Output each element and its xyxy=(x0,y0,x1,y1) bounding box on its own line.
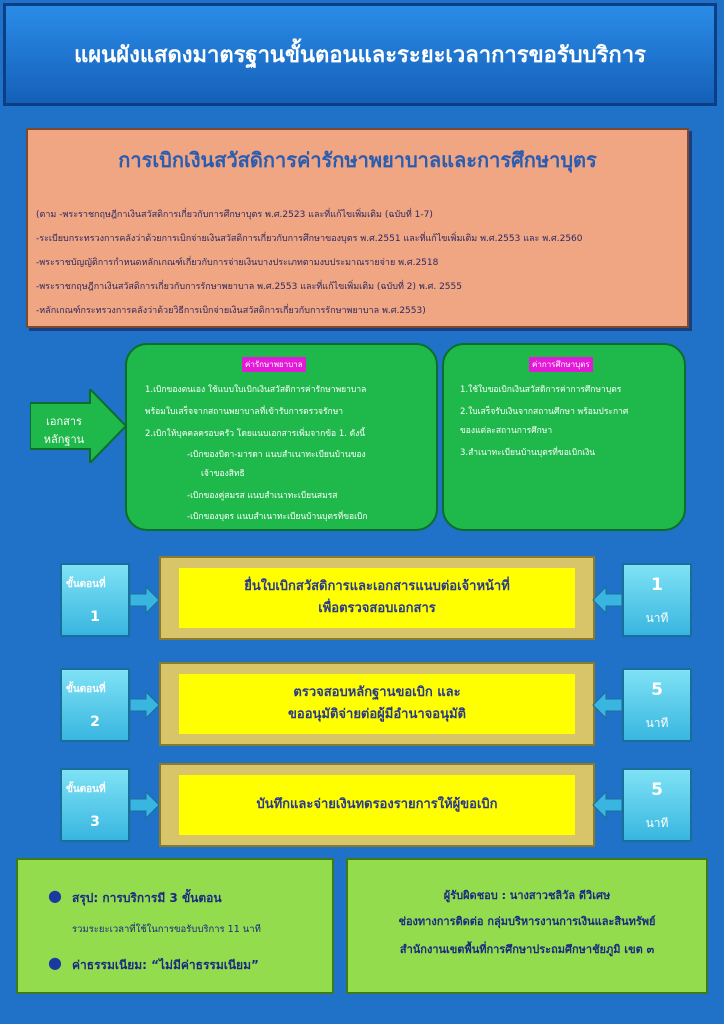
reference-item: -พระราชบัญญัติการกำหนดหลักเกณฑ์เกี่ยวกับการจ่ายเงินบางประเภทตามงบประมาณรายจ่าย พ.ศ.2518 xyxy=(36,258,439,268)
step-label-text: ขั้นตอนที่ xyxy=(66,684,106,695)
reference-item: -หลักเกณฑ์กระทรวงการคลังว่าด้วยวิธีการเบิกจ่ายเงินสวัสดิการเกี่ยวกับการรักษาพยาบาล พ.ศ.2553) xyxy=(36,306,426,316)
step-1-label xyxy=(60,563,130,637)
step-number: 1 xyxy=(90,609,100,625)
contact-office: สำนักงานเขตพื้นที่การศึกษาประถมศึกษาชัยภูมิ เขต ๓ xyxy=(399,943,655,956)
summary-panel xyxy=(16,858,334,994)
medical-line: 2.เบิกให้บุคคลครอบครัว โดยแนบเอกสารเพิ่มจากข้อ 1. ดังนี้ xyxy=(145,429,366,439)
medical-line: เจ้าของสิทธิ xyxy=(201,469,245,479)
documents-arrow-label xyxy=(34,413,94,449)
reference-item: (ตาม -พระราชกฤษฎีกาเงินสวัสดิการเกี่ยวกับการศึกษาบุตร พ.ศ.2523 และที่แก้ไขเพิ่มเติม (ฉบับที่ 1-7) xyxy=(36,210,433,220)
step-number: 3 xyxy=(90,814,100,830)
arrow-right-icon xyxy=(130,690,160,720)
step-label-text: ขั้นตอนที่ xyxy=(66,579,106,590)
reference-item: -พระราชกฤษฎีกาเงินสวัสดิการเกี่ยวกับการรักษาพยาบาล พ.ศ.2553 และที่แก้ไขเพิ่มเติม (ฉบับที่ 2) พ.ศ. 2555 xyxy=(36,282,462,292)
education-title-badge: ค่าการศึกษาบุตร xyxy=(529,357,593,372)
medical-documents-box xyxy=(125,343,438,531)
step-text: ขออนุมัติจ่ายต่อผู้มีอำนาจอนุมัติ xyxy=(288,707,466,722)
step-1-time xyxy=(622,563,692,637)
time-value: 5 xyxy=(651,780,663,800)
bullet-icon: ● xyxy=(48,953,62,972)
step-3-label xyxy=(60,768,130,842)
reference-item: -ระเบียบกระทรวงการคลังว่าด้วยการเบิกจ่ายเงินสวัสดิการเกี่ยวกับการศึกษาของบุตร พ.ศ.2551 และที่แก้ไขเพิ่มเติม พ.ศ.2553 และ พ.ศ.2560 xyxy=(36,234,583,244)
step-text: เพื่อตรวจสอบเอกสาร xyxy=(318,601,436,616)
medical-line: 1.เบิกของตนเอง ใช้แบบใบเบิกเงินสวัสดิการค่ารักษาพยาบาล xyxy=(145,385,367,395)
page-title: แผนผังแสดงมาตรฐานขั้นตอนและระยะเวลาการขอรับบริการ xyxy=(74,43,646,68)
contact-channel: ช่องทางการติดต่อ กลุ่มบริหารงานการเงินและสินทรัพย์ xyxy=(398,915,656,928)
step-2-box xyxy=(159,662,595,746)
arrow-left-icon xyxy=(592,585,622,615)
step-text: ยื่นใบเบิกสวัสดิการและเอกสารแนบต่อเจ้าหน้าที่ xyxy=(244,579,510,594)
education-line: 2.ใบเสร็จรับเงินจากสถานศึกษา พร้อมประกาศ xyxy=(460,407,629,417)
step-2-time xyxy=(622,668,692,742)
arrow-left-icon xyxy=(592,690,622,720)
education-line: 3.สำเนาทะเบียนบ้านบุตรที่ขอเบิกเงิน xyxy=(460,448,596,458)
reference-list xyxy=(36,203,583,323)
step-3-box xyxy=(159,763,595,847)
education-line: ของแต่ละสถานการศึกษา xyxy=(460,426,553,436)
time-value: 5 xyxy=(651,680,663,700)
step-1-box xyxy=(159,556,595,640)
step-3-time xyxy=(622,768,692,842)
summary-fee: ค่าธรรมเนียม: “ไม่มีค่าธรรมเนียม” xyxy=(72,958,259,972)
medical-title-badge: ค่ารักษาพยาบาล xyxy=(242,357,306,372)
step-text: บันทึกและจ่ายเงินทดรองรายการให้ผู้ขอเบิก xyxy=(256,797,498,812)
arrow-right-icon xyxy=(130,585,160,615)
documents-label-line: เอกสาร xyxy=(46,415,82,428)
step-2-label xyxy=(60,668,130,742)
medical-line: พร้อมใบเสร็จจากสถานพยาบาลที่เข้ารับการตรวจรักษา xyxy=(145,407,344,417)
contact-responsible: ผู้รับผิดชอบ : นางสาวชลิวัล ดีวิเศษ xyxy=(443,889,611,902)
medical-line: -เบิกของบิดา-มารดา แนบสำเนาทะเบียนบ้านของ xyxy=(187,450,366,460)
summary-steps: สรุป: การบริการมี 3 ขั้นตอน xyxy=(72,891,222,905)
step-text: ตรวจสอบหลักฐานขอเบิก และ xyxy=(293,685,461,700)
arrow-right-icon xyxy=(130,790,160,820)
medical-line: -เบิกของบุตร แนบสำเนาทะเบียนบ้านบุตรที่ขอเบิก xyxy=(187,512,368,522)
time-unit: นาที xyxy=(645,611,669,625)
documents-label-line: หลักฐาน xyxy=(43,433,85,446)
bullet-icon: ● xyxy=(48,886,62,905)
summary-total-time: รวมระยะเวลาที่ใช้ในการขอรับบริการ 11 นาที xyxy=(72,924,261,935)
arrow-left-icon xyxy=(592,790,622,820)
time-value: 1 xyxy=(651,575,663,595)
reference-title: การเบิกเงินสวัสดิการค่ารักษาพยาบาลและการศึกษาบุตร xyxy=(118,148,597,172)
reference-panel xyxy=(26,128,689,328)
education-line: 1.ใช้ใบขอเบิกเงินสวัสดิการค่าการศึกษาบุตร xyxy=(460,385,622,395)
step-number: 2 xyxy=(90,714,100,730)
contact-panel xyxy=(346,858,708,994)
time-unit: นาที xyxy=(645,716,669,730)
education-documents-box xyxy=(442,343,686,531)
time-unit: นาที xyxy=(645,816,669,830)
step-label-text: ขั้นตอนที่ xyxy=(66,784,106,795)
medical-line: -เบิกของคู่สมรส แนบสำเนาทะเบียนสมรส xyxy=(187,491,338,501)
header-banner xyxy=(3,3,717,106)
